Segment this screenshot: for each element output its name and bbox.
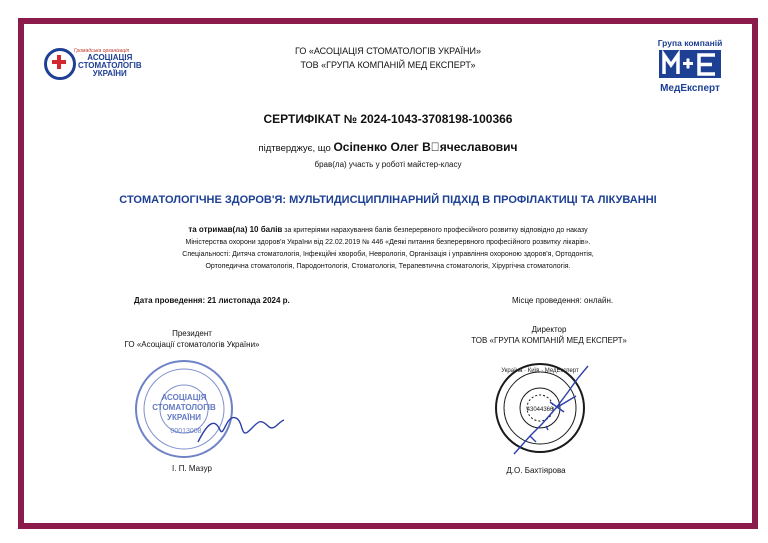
points-rest: за критеріями нарахування балів безперервного професійного розвитку відповідно до наказу: [282, 227, 588, 234]
medexpert-seal: [484, 356, 624, 466]
specialties-line-1: Спеціальності: Дитяча стоматологія, Інфекційні хвороби, Неврологія, Організація і управління охороною здоров'я, Ортодонтія,: [182, 251, 594, 258]
seal-line-3: УКРАЇНИ: [166, 413, 202, 422]
medexpert-mark-icon: [659, 50, 721, 78]
confirm-line: [24, 140, 752, 154]
certificate-frame: [18, 18, 758, 529]
left-org: ГО «Асоціації стоматологів України»: [124, 340, 260, 349]
logo-small-text: Громадська організація: [74, 48, 129, 54]
recipient-name: Осіпенко Олег В ячеславович: [333, 140, 518, 154]
specialties-line-2: Ортопедична стоматологія, Пародонтологія, Стоматологія, Терапевтична стоматологія, Хірургічна стоматологія.: [205, 263, 571, 270]
org-line-1: ГО «АСОЦІАЦІЯ СТОМАТОЛОГІВ УКРАЇНИ»: [294, 46, 481, 56]
confirm-prefix: підтверджує, що: [258, 143, 331, 154]
course-title: СТОМАТОЛОГІЧНЕ ЗДОРОВ'Я: МУЛЬТИДИСЦИПЛІНАРНИЙ ПІДХІД В ПРОФІЛАКТИЦІ ТА ЛІКУВАННІ: [119, 194, 657, 206]
participation-line: брав(ла) участь у роботі майстер-класу: [314, 160, 462, 169]
right-signer-name: Д.О. Бахтіярова: [506, 466, 566, 475]
order-line: Міністерства охорони здоров'я України від 22.02.2019 № 446 «Деякі питання безперервного професійного розвитку лікарів».: [185, 239, 591, 246]
seal-code: 00013008: [170, 428, 202, 435]
right-role: Директор: [531, 325, 567, 334]
right-org: ТОВ «ГРУПА КОМПАНІЙ МЕД ЕКСПЕРТ»: [471, 336, 627, 345]
points-line: [44, 224, 732, 237]
right-signatory: [434, 324, 664, 346]
right-seal-text: Україна · Київ · МедЕксперт: [501, 368, 579, 374]
medexpert-brand: МедЕксперт: [660, 83, 720, 94]
points-bold: та отримав(ла) 10 балів: [188, 225, 283, 234]
points-block: [44, 224, 732, 273]
left-signer-name: І. П. Мазур: [172, 464, 212, 473]
logo-name: АСОЦІАЦІЯ СТОМАТОЛОГІВ УКРАЇНИ: [78, 53, 142, 78]
event-date: Дата проведення: 21 листопада 2024 р.: [134, 296, 290, 305]
certificate-title: СЕРТИФІКАТ № 2024-1043-3708198-100366: [263, 112, 513, 126]
left-signatory: [102, 328, 282, 350]
association-seal: [128, 356, 308, 462]
org-line-2: ТОВ «ГРУПА КОМПАНІЙ МЕД ЕКСПЕРТ»: [300, 60, 476, 70]
event-place: Місце проведення: онлайн.: [512, 296, 614, 305]
right-seal-code: 43044366: [526, 407, 554, 413]
seal-line-2: СТОМАТОЛОГІВ: [152, 403, 216, 412]
left-role: Президент: [172, 329, 212, 338]
medexpert-logo: [648, 38, 732, 98]
medexpert-caption: Група компаній: [657, 38, 723, 48]
seal-line-1: АСОЦІАЦІЯ: [161, 393, 207, 402]
